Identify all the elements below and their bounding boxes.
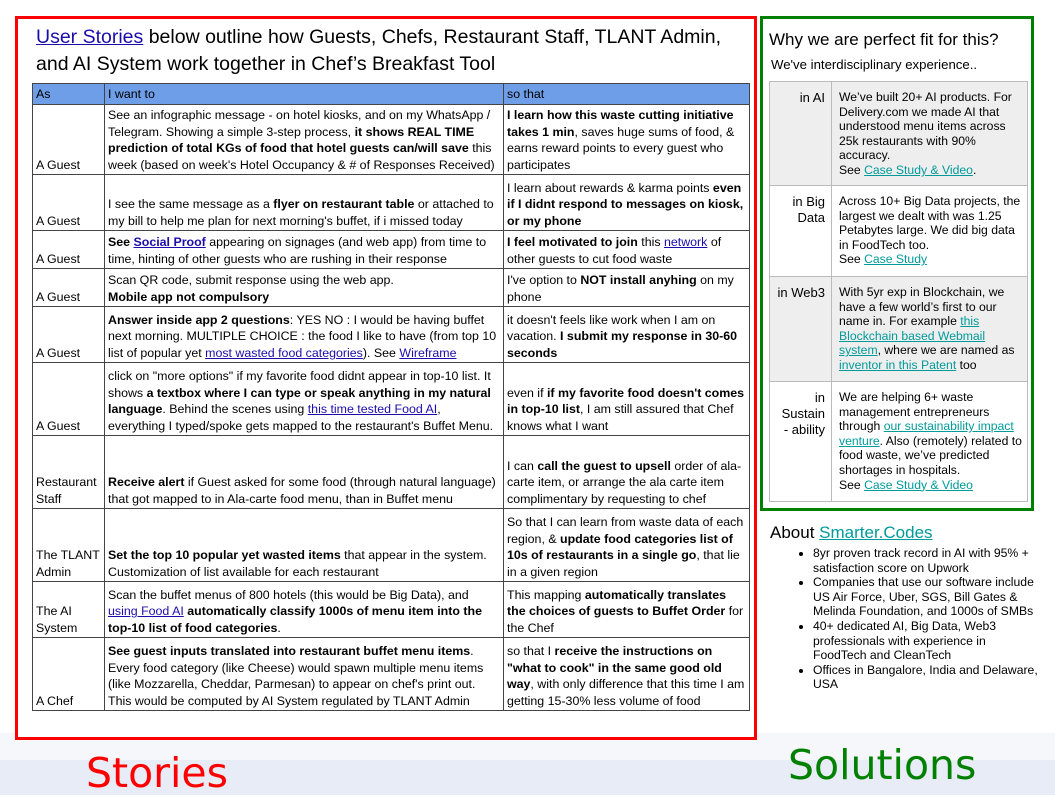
- food-ai-link[interactable]: this time tested Food AI: [307, 402, 438, 417]
- text: With 5yr exp in Blockchain, we have a few world’s first to our name in. For example: [839, 285, 1005, 329]
- sustainability-venture-link[interactable]: our sustainability impact venture: [839, 419, 1014, 448]
- text: , saves huge sums of food, & earns reward points to every guest who participates: [507, 124, 735, 172]
- header-so: so that: [504, 84, 750, 105]
- text: Scan the buffet menus of 800 hotels (this would be Big Data), and: [108, 587, 469, 602]
- row-actor: Restaurant Staff: [33, 436, 105, 509]
- text: .: [972, 162, 977, 177]
- table-row: [33, 175, 750, 231]
- fit-area-label: in Web3: [770, 277, 832, 382]
- why-subtitle: We've interdisciplinary experience..: [771, 57, 978, 72]
- table-row: [33, 582, 750, 638]
- about-section: [770, 522, 1040, 692]
- row-actor: The TLANT Admin: [33, 509, 105, 582]
- stories-title-text: below outline how Guests, Chefs, Restaurant Staff, TLANT Admin, and AI System work together in Chef’s Breakfast Tool: [36, 26, 721, 75]
- text-bold: it shows REAL TIME prediction of total KGs of food that hotel guests can/will save: [108, 124, 475, 156]
- text-bold: a textbox where I can type or speak anything in my natural language: [108, 385, 491, 417]
- text: order of ala-carte item, or arrange the ala carte item complimentary by requesting to chef: [507, 458, 742, 506]
- list-item: • Companies that use our software include US Air Force, Uber, SGS, Bill Gates & Melinda Foundation, and 1000s of SMBs: [813, 575, 1040, 619]
- text-bold: Answer inside app 2 questions: [108, 312, 290, 327]
- text: click on "more options" if my favorite food didnt appear in top-10 list. It shows: [108, 369, 491, 400]
- text-bold: flyer on restaurant table: [273, 197, 415, 212]
- table-row: [33, 363, 750, 436]
- text: This mapping: [507, 587, 585, 602]
- text: or attached to my bill to help me plan for next morning's buffet, if i missed today: [108, 197, 494, 228]
- fit-row-sustainability: [770, 382, 1028, 502]
- text-bold: update food categories list of 10s of restaurants in a single go: [507, 531, 733, 563]
- text: of other guests to cut food waste: [507, 235, 722, 266]
- text-bold: automatically classify 1000s of menu item into the top-10 list of food categories: [108, 604, 482, 635]
- header-as: As: [33, 84, 105, 105]
- user-stories-table: [32, 83, 750, 711]
- text-bold: call the guest to upsell: [537, 458, 671, 473]
- text-bold: even if I didnt respond to messages on kiosk, or my phone: [507, 180, 744, 228]
- row-so: [504, 105, 750, 175]
- why-title: Why we are perfect fit for this?: [769, 30, 999, 49]
- text-bold: See guest inputs translated into restaurant buffet menu items: [108, 644, 471, 659]
- text: I can: [507, 458, 538, 473]
- using-food-ai-link[interactable]: using Food AI: [108, 604, 184, 619]
- table-row: [33, 638, 750, 711]
- fit-description: [832, 382, 1028, 502]
- text: , with only difference that this time I am getting 15-30% less volume of food: [507, 677, 745, 708]
- text: it doesn't feels like work when I am on vacation.: [507, 312, 716, 344]
- stories-label: Stories: [86, 749, 229, 797]
- text: Across 10+ Big Data projects, the largest we dealt with was 1.25 Petabytes large. We did big data in FoodTech too.: [839, 194, 1021, 252]
- row-actor: The AI System: [33, 582, 105, 638]
- fit-table: [769, 81, 1028, 502]
- text: this: [637, 235, 664, 250]
- network-link[interactable]: network: [663, 235, 708, 250]
- case-study-link[interactable]: Case Study: [864, 252, 928, 267]
- text-bold: I feel motivated to join: [507, 235, 638, 250]
- table-row: [33, 269, 750, 307]
- table-row: [33, 509, 750, 582]
- row-so: [504, 363, 750, 436]
- row-actor: A Guest: [33, 307, 105, 363]
- row-actor: A Guest: [33, 269, 105, 307]
- text: See: [839, 252, 865, 267]
- row-want: [105, 436, 504, 509]
- text: We’ve built 20+ AI products. For Delivery.com we made AI that understood menu items across 25k restaurants with 90% accuracy.: [839, 90, 1012, 163]
- social-proof-link[interactable]: Social Proof: [133, 235, 206, 250]
- about-title: [770, 522, 1040, 544]
- solutions-panel: [760, 16, 1034, 511]
- stories-title: [36, 24, 736, 78]
- row-so: [504, 638, 750, 711]
- text: so that I: [507, 644, 555, 659]
- table-header-row: [33, 84, 750, 105]
- blockchain-webmail-link[interactable]: this Blockchain based Webmail system: [839, 314, 986, 358]
- table-row: [33, 307, 750, 363]
- fit-area-label: in Sustain - ability: [770, 382, 832, 502]
- text-bold: See: [108, 235, 134, 250]
- fit-area-label: in AI: [770, 82, 832, 186]
- row-so: [504, 582, 750, 638]
- text: appearing on signages (and web app) from time to time, hinting of other guests who are rushing in their response: [108, 235, 487, 266]
- user-stories-link[interactable]: User Stories: [36, 26, 144, 48]
- row-actor: A Guest: [33, 231, 105, 269]
- text: I've option to: [507, 273, 581, 288]
- row-want: [105, 509, 504, 582]
- row-want: [105, 307, 504, 363]
- row-want: [105, 105, 504, 175]
- about-prefix: About: [770, 523, 820, 542]
- text-bold: I learn how this waste cutting initiative takes 1 min: [507, 108, 734, 139]
- text: , that lie in a given region: [507, 548, 740, 579]
- text: even if: [507, 385, 547, 400]
- text: , where we are named as: [877, 343, 1015, 358]
- text-bold: receive the instructions on "what to cook" in the same good old way: [507, 644, 722, 692]
- row-actor: A Guest: [33, 363, 105, 436]
- text: . Every food category (like Cheese) would spawn multiple menu items (like Mozzarella, Cheddar, Parmesan) to appear on chef's print out. This would be computed by AI System regulated by TLANT Admin: [108, 644, 484, 708]
- text-bold: I submit my response in 30-60 seconds: [507, 329, 738, 360]
- text-bold: automatically translates the choices of guests to Buffet Order: [507, 587, 727, 619]
- text-bold: NOT install anyhing: [580, 273, 697, 288]
- smarter-codes-link[interactable]: Smarter.Codes: [819, 523, 933, 542]
- fit-description: [832, 82, 1028, 186]
- text: ). See: [362, 345, 400, 360]
- table-row: [33, 105, 750, 175]
- solutions-label: Solutions: [788, 741, 977, 789]
- row-want: [105, 175, 504, 231]
- row-so: [504, 307, 750, 363]
- text: See: [839, 477, 865, 492]
- text: too: [956, 357, 977, 372]
- text: on my phone: [507, 273, 734, 304]
- patent-link[interactable]: inventor in this Patent: [839, 357, 957, 372]
- text: So that I can learn from waste data of each region, &: [507, 515, 744, 546]
- text: if Guest asked for some food (through natural language) that got mapped to in Ala-carte food menu, than in Buffet menu: [108, 475, 496, 506]
- row-actor: A Guest: [33, 175, 105, 231]
- text: this week (based on week's Hotel Occupancy & # of Responses Received): [108, 141, 495, 172]
- list-item: • 40+ dedicated AI, Big Data, Web3 professionals with experience in FoodTech and CleanTech: [813, 619, 1040, 663]
- text: . Also (remotely) related to food waste, we’ve predicted shortages in hospitals.: [839, 433, 1022, 477]
- row-want: [105, 269, 504, 307]
- row-so: [504, 436, 750, 509]
- row-want: [105, 363, 504, 436]
- text: See an infographic message - on hotel kiosks, and on my WhatsApp / Telegram. Showing a simple 3-step process,: [108, 108, 491, 139]
- text: See: [839, 162, 865, 177]
- text-bold: Receive alert: [108, 475, 185, 490]
- row-want: [105, 582, 504, 638]
- text: .: [277, 620, 281, 635]
- row-actor: A Chef: [33, 638, 105, 711]
- fit-row-bigdata: [770, 186, 1028, 277]
- row-actor: A Guest: [33, 105, 105, 175]
- text-bold: if my favorite food doesn't comes in top-10 list: [507, 385, 745, 417]
- text-bold: Mobile app not compulsory: [108, 289, 270, 304]
- row-so: [504, 175, 750, 231]
- list-item: • Offices in Bangalore, India and Delaware, USA: [813, 663, 1040, 692]
- text: Scan QR code, submit response using the web app.: [108, 273, 394, 288]
- case-study-video-link[interactable]: Case Study & Video: [864, 477, 973, 492]
- row-so: [504, 231, 750, 269]
- text: , I am still assured that Chef knows what I want: [507, 402, 734, 433]
- row-want: [105, 638, 504, 711]
- row-so: [504, 269, 750, 307]
- fit-row-ai: [770, 82, 1028, 186]
- stories-panel: [15, 16, 757, 740]
- header-want: I want to: [105, 84, 504, 105]
- row-want: [105, 231, 504, 269]
- about-list: [770, 546, 1040, 692]
- case-study-video-link[interactable]: Case Study & Video: [864, 162, 973, 177]
- fit-area-label: in Big Data: [770, 186, 832, 277]
- table-row: [33, 436, 750, 509]
- fit-description: [832, 186, 1028, 277]
- fit-row-web3: [770, 277, 1028, 382]
- text: I learn about rewards & karma points: [507, 180, 713, 195]
- fit-description: [832, 277, 1028, 382]
- list-item: • 8yr proven track record in AI with 95% + satisfaction score on Upwork: [813, 546, 1040, 575]
- wasted-categories-link[interactable]: most wasted food categories: [205, 345, 363, 360]
- wireframe-link[interactable]: Wireframe: [399, 345, 457, 360]
- text-bold: Set the top 10 popular yet wasted items: [108, 548, 341, 563]
- text: I see the same message as a: [108, 197, 274, 212]
- text: We are helping 6+ waste management entrepreneurs through: [839, 390, 990, 434]
- text: for the Chef: [507, 604, 744, 635]
- text: . Behind the scenes using: [162, 402, 308, 417]
- text: that appear in the system. Customization of list available for each restaurant: [108, 548, 487, 579]
- text: : YES NO : I would be having buffet next morning. MULTIPLE CHOICE : the food I like to have (from top 10 list of popular yet: [108, 312, 497, 360]
- table-row: [33, 231, 750, 269]
- row-so: [504, 509, 750, 582]
- text: , everything I typed/spoke gets mapped to the restaurant's Buffet Menu.: [108, 402, 494, 433]
